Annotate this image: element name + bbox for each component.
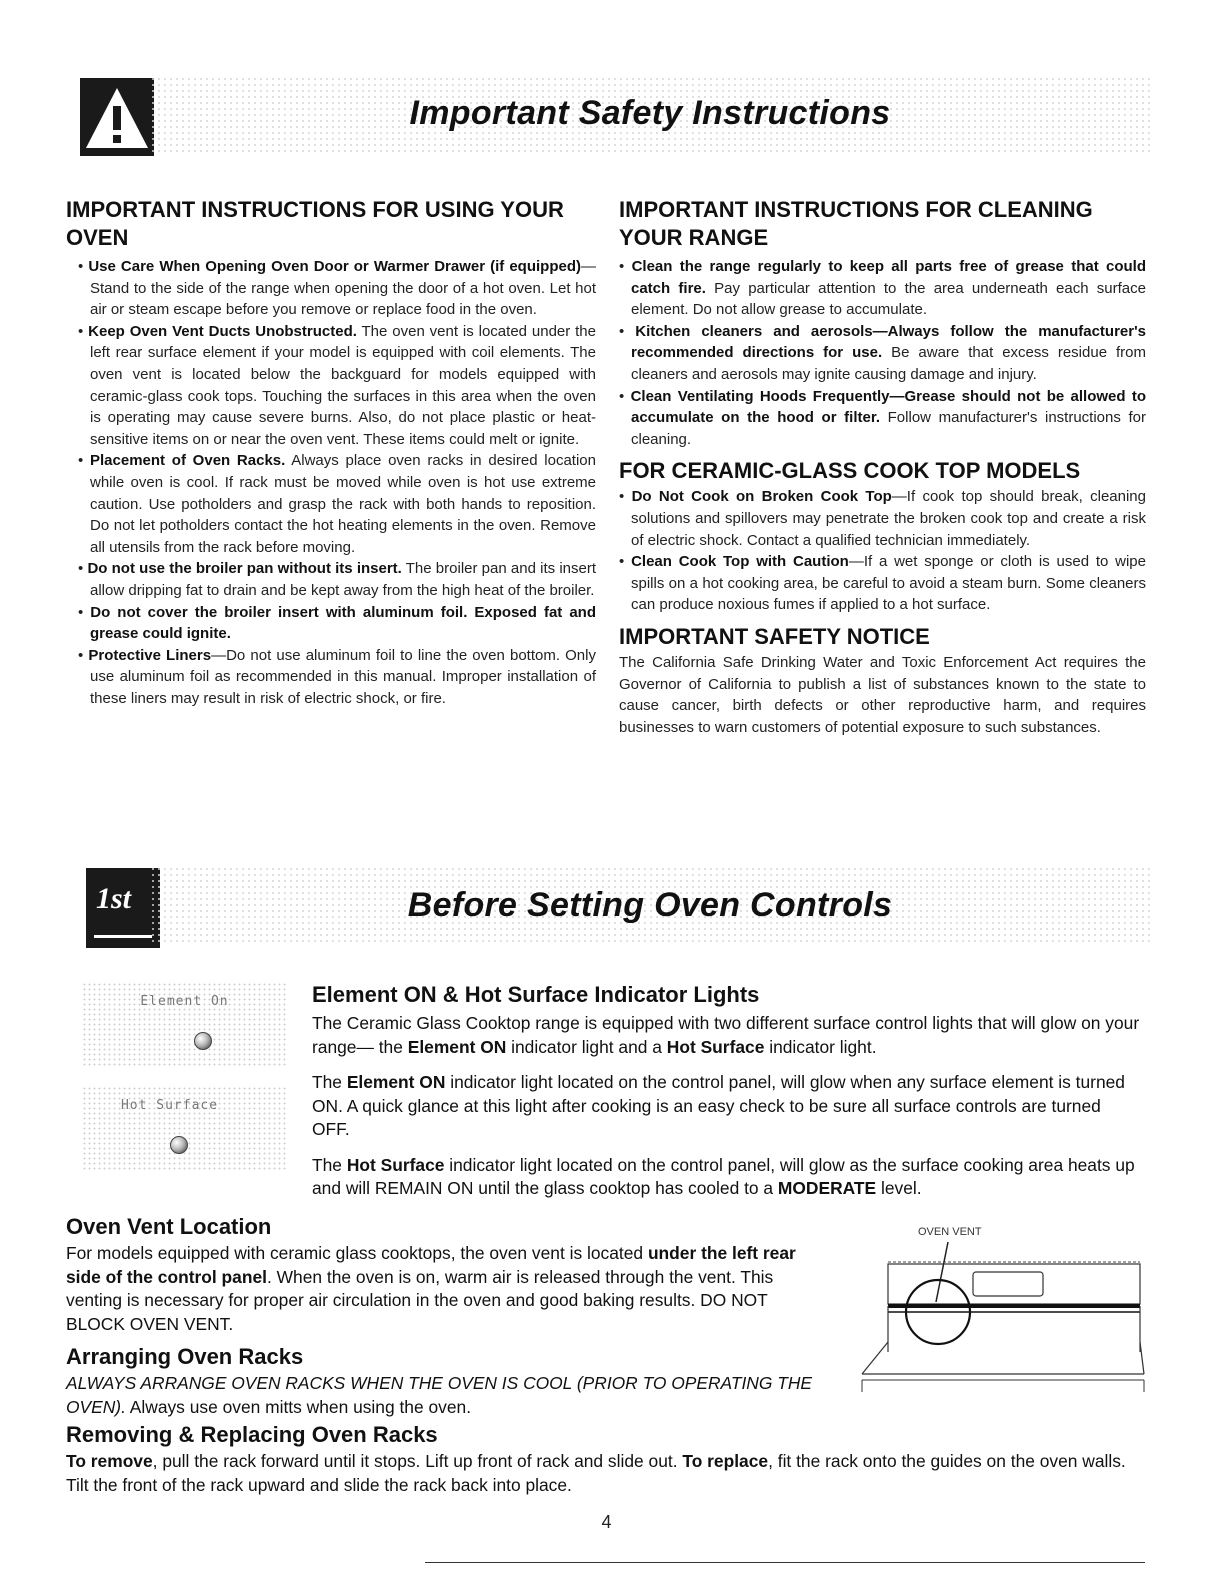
safety-notice-heading: IMPORTANT SAFETY NOTICE <box>619 623 930 649</box>
element-on-label: Element On <box>140 994 229 1009</box>
using-oven-heading: IMPORTANT INSTRUCTIONS FOR USING YOUR OVEN <box>66 197 564 250</box>
oven-vent-label: OVEN VENT <box>918 1226 982 1238</box>
controls-banner <box>150 866 1150 946</box>
hot-surface-bulb-icon <box>170 1136 188 1154</box>
removing-racks-text: To remove, pull the rack forward until it stops. Lift up front of rack and slide out. To replace, fit the rack onto the guides on the oven walls. Tilt the front of the rack upward and slide the rack back into place. <box>66 1451 1126 1495</box>
oven-vent-drawing <box>858 1222 1148 1397</box>
safety-banner <box>150 76 1150 156</box>
page-number: 4 <box>601 1512 612 1532</box>
bullet-broken-cooktop: • Do Not Cook on Broken Cook Top—If cook top should break, cleaning solutions and spillovers may penetrate the broken cook top and create a risk of electric shock. Contact a qualified technician immediately. <box>619 488 1146 549</box>
hot-surface-label: Hot Surface <box>120 1098 219 1113</box>
vent-heading: Oven Vent Location <box>66 1214 272 1239</box>
bullet-broiler-pan: • Do not use the broiler pan without its insert. The broiler pan and its insert allow dripping fat to drain and be kept away from the high heat of the broiler. <box>78 560 596 599</box>
removing-racks-heading: Removing & Replacing Oven Racks <box>66 1422 438 1447</box>
right-column <box>619 196 1146 738</box>
warning-triangle-icon <box>80 78 154 156</box>
indicator-p3: The Hot Surface indicator light located on the control panel, will glow as the surface cooking area heats up and will REMAIN ON until the glass cooktop has cooled to a MODERATE level. <box>312 1154 1135 1198</box>
vent-section <box>66 1214 826 1336</box>
bullet-clean-cooktop: • Clean Cook Top with Caution—If a wet sponge or cloth is used to wipe spills on a hot cooking area, be careful to avoid a steam burn. Some cleaners can produce noxious fumes if applied to a hot surface. <box>619 553 1146 614</box>
arranging-racks-heading: Arranging Oven Racks <box>66 1344 304 1369</box>
footer-rule <box>425 1562 1145 1563</box>
element-on-bulb-icon <box>194 1032 212 1050</box>
bullet-oven-racks: • Placement of Oven Racks. Always place oven racks in desired location while oven is cool. If rack must be moved while oven is hot use extreme caution. Use potholders and grasp the rack with both hands to reposition. Do not let potholders contact the hot heating elements in the oven. Remove all utensils from the rack before moving. <box>78 452 596 556</box>
indicator-p2: The Element ON indicator light located on the control panel, will glow when any surface element is turned ON. A quick glance at this light after cooking is an easy check to be sure all surface controls are turned OFF. <box>312 1072 1125 1139</box>
safety-banner-title: Important Safety Instructions <box>409 94 891 132</box>
bullet-vent-ducts: • Keep Oven Vent Ducts Unobstructed. The oven vent is located under the left rear surface element if your model is equipped with coil elements. The oven vent is located below the backguard for models equipped with ceramic-glass cook tops. Touching the surfaces in this area when the oven is operating may cause severe burns. Also, do not place plastic or heat-sensitive items on or near the oven vent. These items could melt or ignite. <box>78 322 596 448</box>
controls-banner-title: Before Setting Oven Controls <box>407 886 893 924</box>
bullet-oven-door: • Use Care When Opening Oven Door or Warmer Drawer (if equipped)—Stand to the side of the range when opening the door of a hot oven. Let hot air or steam escape before you remove or replace food in the oven. <box>78 258 597 319</box>
ceramic-glass-heading: FOR CERAMIC-GLASS COOK TOP MODELS <box>619 458 1081 484</box>
indicator-heading: Element ON & Hot Surface Indicator Lights <box>312 982 760 1007</box>
arranging-racks-text: ALWAYS ARRANGE OVEN RACKS WHEN THE OVEN IS COOL (PRIOR TO OPERATING THE OVEN). Always use oven mitts when using the oven. <box>66 1373 812 1417</box>
hot-surface-indicator <box>82 1086 287 1171</box>
first-badge <box>86 868 160 948</box>
vent-text: For models equipped with ceramic glass cooktops, the oven vent is located under the left rear side of the control panel. When the oven is on, warm air is released through the vent. This venting is necessary for proper air circulation in the oven and good baking results. DO NOT BLOCK OVEN VENT. <box>66 1243 796 1334</box>
first-badge-underline <box>94 935 152 938</box>
element-on-indicator <box>82 982 287 1067</box>
cleaning-heading: IMPORTANT INSTRUCTIONS FOR CLEANING YOUR RANGE <box>619 197 1093 250</box>
bullet-protective-liners: • Protective Liners—Do not use aluminum foil to line the oven bottom. Only use aluminum foil as recommended in this manual. Improper installation of these liners may result in risk of electric shock, or fire. <box>78 646 596 707</box>
bullet-kitchen-cleaners: • Kitchen cleaners and aerosols—Always follow the manufacturer's recommended directions for use. Be aware that excess residue from cleaners and aerosols may ignite causing damage and injury. <box>619 322 1147 383</box>
warning-badge <box>80 78 154 156</box>
safety-notice-text: The California Safe Drinking Water and Toxic Enforcement Act requires the Governor of California to publish a list of substances known to the state to cause cancer, birth defects or other reproductive harm, and requires businesses to warn customers of potential exposure to such substances. <box>619 653 1146 736</box>
bullet-clean-range: • Clean the range regularly to keep all parts free of grease that could catch fire. Pay particular attention to the area underneath each surface element. Do not allow grease to accumulate. <box>619 258 1146 319</box>
first-badge-label: 1st <box>96 882 132 915</box>
removing-racks-section <box>66 1422 1146 1497</box>
indicator-p1: The Ceramic Glass Cooktop range is equipped with two different surface control lights that will glow on your range— the Element ON indicator light and a Hot Surface indicator light. <box>312 1013 1140 1057</box>
left-column <box>66 196 596 709</box>
oven-vent-diagram <box>858 1222 1148 1397</box>
bullet-broiler-foil: • Do not cover the broiler insert with aluminum foil. Exposed fat and grease could ignite. <box>78 603 596 643</box>
bullet-ventilating-hoods: • Clean Ventilating Hoods Frequently—Grease should not be allowed to accumulate on the hood or filter. Follow manufacturer's instructions for cleaning. <box>619 387 1147 448</box>
arranging-racks-section <box>66 1344 826 1419</box>
indicator-section <box>312 982 1142 1201</box>
